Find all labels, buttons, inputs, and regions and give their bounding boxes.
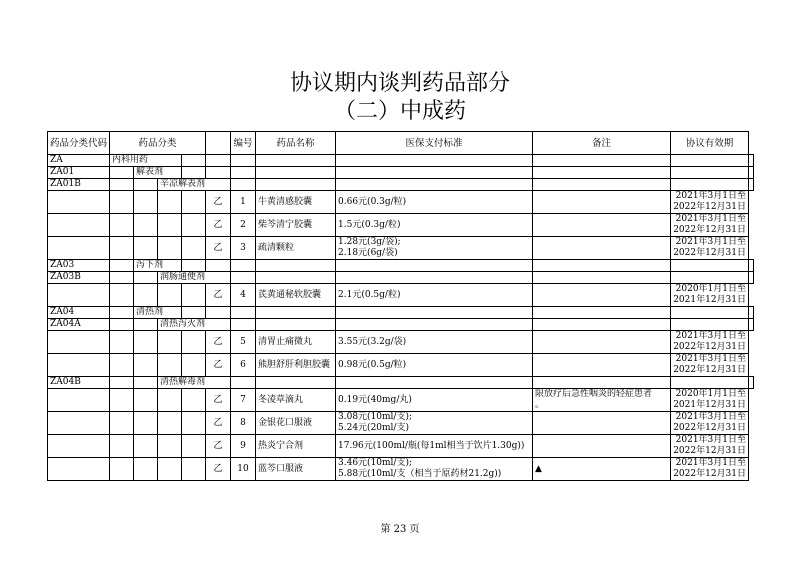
empty-cell xyxy=(48,284,110,307)
empty-cell xyxy=(182,260,206,272)
empty-cell xyxy=(48,214,110,237)
table-row xyxy=(48,319,754,331)
empty-cell xyxy=(110,354,134,377)
empty-cell xyxy=(182,458,206,481)
effective-cell-line: 2022年12月31日 xyxy=(673,423,747,433)
empty-cell xyxy=(158,354,182,377)
effective-cell-line: 2021年3月1日至 xyxy=(675,412,747,422)
empty-cell xyxy=(749,319,754,331)
category-code-cell: ZA xyxy=(48,155,110,167)
effective-cell-line: 2021年12月31日 xyxy=(673,400,747,410)
empty-cell xyxy=(182,155,206,167)
grade-cell: 乙 xyxy=(206,331,231,354)
number-cell: 2 xyxy=(231,214,256,237)
note-cell xyxy=(533,284,671,307)
empty-cell xyxy=(671,167,749,179)
empty-cell xyxy=(336,155,533,167)
empty-cell xyxy=(134,284,158,307)
drug-name-cell: 金银花口服液 xyxy=(256,412,336,435)
standard-cell-line: 5.24元(20ml/支) xyxy=(338,423,409,433)
table-header-row xyxy=(48,132,754,155)
drug-name-cell: 清胃止痛微丸 xyxy=(256,331,336,354)
empty-cell xyxy=(48,191,110,214)
table-row xyxy=(48,307,754,319)
empty-cell xyxy=(134,458,158,481)
drug-name-cell: 牛黄清感胶囊 xyxy=(256,191,336,214)
note-cell-line: 限放疗后急性咽炎的轻症患者 xyxy=(535,389,653,399)
empty-cell xyxy=(671,155,749,167)
grade-cell: 乙 xyxy=(206,412,231,435)
drug-name-cell: 芪黄通秘软胶囊 xyxy=(256,284,336,307)
effective-cell-line: 2021年3月1日至 xyxy=(675,191,747,201)
effective-cell-line: 2021年3月1日至 xyxy=(675,458,747,468)
empty-cell xyxy=(256,179,336,191)
effective-cell-line: 2022年12月31日 xyxy=(673,202,747,212)
table-row xyxy=(48,191,754,214)
drug-table xyxy=(47,131,754,481)
empty-cell xyxy=(749,260,754,272)
standard-cell-line: 3.08元(10ml/支); xyxy=(338,412,413,422)
empty-cell xyxy=(182,435,206,458)
standard-cell xyxy=(336,458,533,481)
empty-cell xyxy=(134,412,158,435)
empty-cell xyxy=(134,214,158,237)
empty-cell xyxy=(231,319,256,331)
category-code-cell: ZA03B xyxy=(48,272,110,284)
effective-cell xyxy=(671,331,749,354)
effective-cell-line: 2021年3月1日至 xyxy=(675,331,747,341)
category-level2-cell: 泻下剂 xyxy=(134,260,182,272)
standard-cell: 0.66元(0.3g/粒) xyxy=(336,191,533,214)
empty-cell xyxy=(336,179,533,191)
note-cell xyxy=(533,389,671,412)
page-subtitle: （二）中成药 xyxy=(333,99,466,124)
empty-cell xyxy=(134,435,158,458)
category-level3-cell: 清热解毒剂 xyxy=(158,377,231,389)
header-note: 备注 xyxy=(533,132,671,155)
empty-cell xyxy=(256,260,336,272)
empty-cell xyxy=(48,331,110,354)
empty-cell xyxy=(158,237,182,260)
table-row xyxy=(48,260,754,272)
standard-cell: 2.1元(0.5g/粒) xyxy=(336,284,533,307)
empty-cell xyxy=(110,307,134,319)
empty-cell xyxy=(48,237,110,260)
empty-cell xyxy=(110,284,134,307)
table-row xyxy=(48,412,754,435)
empty-cell xyxy=(533,155,671,167)
empty-cell xyxy=(231,260,256,272)
empty-cell xyxy=(110,272,134,284)
drug-name-cell: 蓝芩口服液 xyxy=(256,458,336,481)
effective-cell xyxy=(671,284,749,307)
empty-cell xyxy=(206,155,231,167)
empty-cell xyxy=(182,284,206,307)
effective-cell-line: 2022年12月31日 xyxy=(673,225,747,235)
empty-cell xyxy=(134,331,158,354)
header-code: 药品分类代码 xyxy=(48,132,110,155)
effective-cell-line: 2022年12月31日 xyxy=(673,469,747,479)
empty-cell xyxy=(182,412,206,435)
standard-cell-line: 3.46元(10ml/支); xyxy=(338,458,413,468)
category-code-cell: ZA04B xyxy=(48,377,110,389)
table-row xyxy=(48,354,754,377)
empty-cell xyxy=(749,155,754,167)
empty-cell xyxy=(110,458,134,481)
page-title: 协议期内谈判药品部分 xyxy=(289,71,510,96)
effective-cell-line: 2021年3月1日至 xyxy=(675,354,747,364)
grade-cell: 乙 xyxy=(206,237,231,260)
empty-cell xyxy=(231,167,256,179)
effective-cell-line: 2022年12月31日 xyxy=(673,342,747,352)
empty-cell xyxy=(749,167,754,179)
effective-cell xyxy=(671,435,749,458)
note-cell xyxy=(533,237,671,260)
standard-cell-line: 5.88元(10ml/支（相当于原药材21.2g)) xyxy=(338,469,502,479)
category-code-cell: ZA01B xyxy=(48,179,110,191)
effective-cell-line: 2022年12月31日 xyxy=(673,446,747,456)
standard-cell-line: 2.18元(6g/袋) xyxy=(338,248,398,258)
effective-cell xyxy=(671,389,749,412)
empty-cell xyxy=(110,319,134,331)
note-cell xyxy=(533,331,671,354)
table-row xyxy=(48,179,754,191)
empty-cell xyxy=(336,319,533,331)
empty-cell xyxy=(231,179,256,191)
empty-cell xyxy=(158,458,182,481)
effective-cell xyxy=(671,237,749,260)
table-row xyxy=(48,377,754,389)
empty-cell xyxy=(336,260,533,272)
table-row xyxy=(48,458,754,481)
drug-name-cell: 疏清颗粒 xyxy=(256,237,336,260)
note-cell: ▲ xyxy=(533,458,671,481)
empty-cell xyxy=(110,331,134,354)
number-cell: 1 xyxy=(231,191,256,214)
empty-cell xyxy=(134,354,158,377)
empty-cell xyxy=(48,458,110,481)
empty-cell xyxy=(158,412,182,435)
header-grade xyxy=(206,132,231,155)
category-level2-cell: 清热剂 xyxy=(134,307,182,319)
standard-cell: 0.98元(0.5g/粒) xyxy=(336,354,533,377)
empty-cell xyxy=(533,260,671,272)
empty-cell xyxy=(256,377,336,389)
empty-cell xyxy=(671,307,749,319)
grade-cell: 乙 xyxy=(206,284,231,307)
empty-cell xyxy=(110,435,134,458)
empty-cell xyxy=(48,435,110,458)
empty-cell xyxy=(110,237,134,260)
empty-cell xyxy=(256,155,336,167)
empty-cell xyxy=(256,167,336,179)
category-code-cell: ZA01 xyxy=(48,167,110,179)
empty-cell xyxy=(206,167,231,179)
empty-cell xyxy=(231,377,256,389)
empty-cell xyxy=(158,284,182,307)
empty-cell xyxy=(671,272,749,284)
empty-cell xyxy=(48,354,110,377)
standard-cell xyxy=(336,237,533,260)
drug-name-cell: 热炎宁合剂 xyxy=(256,435,336,458)
header-effective: 协议有效期 xyxy=(671,132,749,155)
standard-cell-line: 1.28元(3g/袋); xyxy=(338,237,401,247)
note-cell xyxy=(533,354,671,377)
empty-cell xyxy=(158,191,182,214)
effective-cell xyxy=(671,214,749,237)
category-code-cell: ZA04 xyxy=(48,307,110,319)
category-level2-cell: 解表剂 xyxy=(134,167,182,179)
effective-cell-line: 2021年3月1日至 xyxy=(675,237,747,247)
empty-cell xyxy=(110,214,134,237)
empty-cell xyxy=(134,377,158,389)
grade-cell: 乙 xyxy=(206,214,231,237)
empty-cell xyxy=(182,307,206,319)
empty-cell xyxy=(533,167,671,179)
effective-cell xyxy=(671,354,749,377)
effective-cell xyxy=(671,412,749,435)
table-row xyxy=(48,237,754,260)
empty-cell xyxy=(749,307,754,319)
standard-cell: 1.5元(0.3g/粒) xyxy=(336,214,533,237)
effective-cell-line: 2021年3月1日至 xyxy=(675,435,747,445)
category-code-cell: ZA04A xyxy=(48,319,110,331)
category-code-cell: ZA03 xyxy=(48,260,110,272)
effective-cell-line: 2022年12月31日 xyxy=(673,365,747,375)
number-cell: 10 xyxy=(231,458,256,481)
empty-cell xyxy=(749,272,754,284)
drug-name-cell: 熊胆舒肝利胆胶囊 xyxy=(256,354,336,377)
empty-cell xyxy=(110,412,134,435)
empty-cell xyxy=(110,377,134,389)
empty-cell xyxy=(533,307,671,319)
drug-name-cell: 冬凌草滴丸 xyxy=(256,389,336,412)
header-standard: 医保支付标准 xyxy=(336,132,533,155)
empty-cell xyxy=(671,179,749,191)
empty-cell xyxy=(749,179,754,191)
empty-cell xyxy=(533,179,671,191)
effective-cell-line: 2021年12月31日 xyxy=(673,295,747,305)
empty-cell xyxy=(158,389,182,412)
table-row xyxy=(48,167,754,179)
empty-cell xyxy=(110,260,134,272)
number-cell: 9 xyxy=(231,435,256,458)
empty-cell xyxy=(110,179,134,191)
drug-name-cell: 柴芩清宁胶囊 xyxy=(256,214,336,237)
empty-cell xyxy=(182,389,206,412)
empty-cell xyxy=(206,307,231,319)
standard-cell: 0.19元(40mg/丸) xyxy=(336,389,533,412)
note-cell xyxy=(533,435,671,458)
empty-cell xyxy=(533,377,671,389)
header-category: 药品分类 xyxy=(110,132,206,155)
effective-cell-line: 2022年12月31日 xyxy=(673,248,747,258)
empty-cell xyxy=(134,272,158,284)
empty-cell xyxy=(671,377,749,389)
empty-cell xyxy=(182,331,206,354)
table-row xyxy=(48,389,754,412)
page-number: 第 23 页 xyxy=(380,524,420,535)
empty-cell xyxy=(134,191,158,214)
empty-cell xyxy=(158,214,182,237)
empty-cell xyxy=(182,214,206,237)
effective-cell xyxy=(671,191,749,214)
note-cell xyxy=(533,214,671,237)
note-cell-line: 。 xyxy=(535,400,545,410)
header-num: 编号 xyxy=(231,132,256,155)
standard-cell: 17.96元(100ml/瓶(每1ml相当于饮片1.30g)) xyxy=(336,435,533,458)
effective-cell-line: 2020年1月1日至 xyxy=(675,389,747,399)
empty-cell xyxy=(182,354,206,377)
grade-cell: 乙 xyxy=(206,354,231,377)
category-level1-cell: 内科用药 xyxy=(110,155,182,167)
table-row xyxy=(48,284,754,307)
number-cell: 4 xyxy=(231,284,256,307)
empty-cell xyxy=(134,319,158,331)
note-cell xyxy=(533,191,671,214)
empty-cell xyxy=(256,319,336,331)
empty-cell xyxy=(336,272,533,284)
empty-cell xyxy=(158,331,182,354)
effective-cell-line: 2021年3月1日至 xyxy=(675,214,747,224)
empty-cell xyxy=(48,389,110,412)
empty-cell xyxy=(110,389,134,412)
empty-cell xyxy=(336,167,533,179)
table-row xyxy=(48,214,754,237)
note-cell xyxy=(533,412,671,435)
empty-cell xyxy=(256,272,336,284)
empty-cell xyxy=(182,167,206,179)
empty-cell xyxy=(134,179,158,191)
table-row xyxy=(48,435,754,458)
empty-cell xyxy=(48,412,110,435)
category-level3-cell: 清热泻火剂 xyxy=(158,319,231,331)
number-cell: 5 xyxy=(231,331,256,354)
table-row xyxy=(48,155,754,167)
empty-cell xyxy=(671,260,749,272)
grade-cell: 乙 xyxy=(206,389,231,412)
empty-cell xyxy=(182,237,206,260)
empty-cell xyxy=(336,307,533,319)
number-cell: 6 xyxy=(231,354,256,377)
empty-cell xyxy=(231,307,256,319)
empty-cell xyxy=(110,167,134,179)
grade-cell: 乙 xyxy=(206,458,231,481)
empty-cell xyxy=(134,237,158,260)
category-level3-cell: 辛凉解表剂 xyxy=(158,179,231,191)
empty-cell xyxy=(533,319,671,331)
empty-cell xyxy=(671,319,749,331)
empty-cell xyxy=(182,191,206,214)
empty-cell xyxy=(110,191,134,214)
grade-cell: 乙 xyxy=(206,191,231,214)
number-cell: 8 xyxy=(231,412,256,435)
empty-cell xyxy=(533,272,671,284)
empty-cell xyxy=(134,389,158,412)
empty-cell xyxy=(256,307,336,319)
standard-cell xyxy=(336,412,533,435)
grade-cell: 乙 xyxy=(206,435,231,458)
header-name: 药品名称 xyxy=(256,132,336,155)
number-cell: 7 xyxy=(231,389,256,412)
standard-cell: 3.55元(3.2g/袋) xyxy=(336,331,533,354)
empty-cell xyxy=(231,155,256,167)
number-cell: 3 xyxy=(231,237,256,260)
effective-cell-line: 2020年1月1日至 xyxy=(675,284,747,294)
table-row xyxy=(48,272,754,284)
table-row xyxy=(48,331,754,354)
empty-cell xyxy=(749,377,754,389)
empty-cell xyxy=(158,435,182,458)
empty-cell xyxy=(336,377,533,389)
category-level3-cell: 润肠通便剂 xyxy=(158,272,231,284)
effective-cell xyxy=(671,458,749,481)
empty-cell xyxy=(206,260,231,272)
empty-cell xyxy=(231,272,256,284)
